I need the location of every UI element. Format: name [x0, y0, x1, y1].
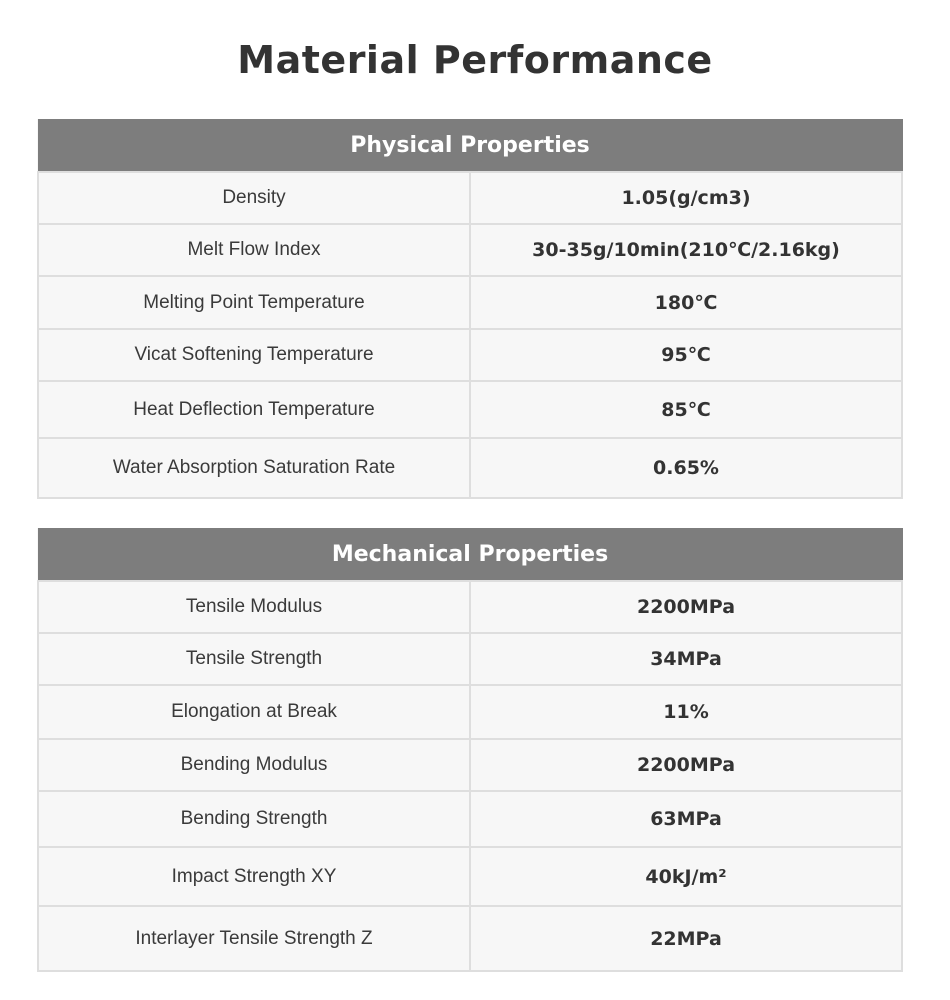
- property-value: 2200MPa: [470, 581, 902, 633]
- property-name: Interlayer Tensile Strength Z: [38, 906, 470, 971]
- page-title: Material Performance: [237, 38, 713, 82]
- property-value: 30-35g/10min(210℃/2.16kg): [470, 224, 902, 276]
- table-row: [38, 276, 902, 329]
- property-value: 0.65%: [470, 438, 902, 498]
- property-name: Bending Strength: [38, 791, 470, 847]
- property-name: Vicat Softening Temperature: [38, 329, 470, 381]
- mechanical-properties-header: Mechanical Properties: [38, 529, 902, 582]
- property-value: 85℃: [470, 381, 902, 438]
- table-header-row: [38, 529, 902, 582]
- property-name: Melting Point Temperature: [38, 276, 470, 329]
- property-name: Tensile Modulus: [38, 581, 470, 633]
- table-row: [38, 438, 902, 498]
- property-value: 22MPa: [470, 906, 902, 971]
- property-value: 34MPa: [470, 633, 902, 685]
- table-row: [38, 685, 902, 739]
- property-name: Tensile Strength: [38, 633, 470, 685]
- table-row: [38, 633, 902, 685]
- property-name: Water Absorption Saturation Rate: [38, 438, 470, 498]
- property-name: Bending Modulus: [38, 739, 470, 791]
- property-name: Impact Strength XY: [38, 847, 470, 906]
- table-row: [38, 381, 902, 438]
- table-row: [38, 581, 902, 633]
- table-row: [38, 224, 902, 276]
- table-row: [38, 906, 902, 971]
- property-value: 63MPa: [470, 791, 902, 847]
- property-value: 2200MPa: [470, 739, 902, 791]
- property-name: Density: [38, 172, 470, 224]
- property-name: Elongation at Break: [38, 685, 470, 739]
- mechanical-properties-table: [37, 528, 903, 972]
- table-row: [38, 172, 902, 224]
- table-row: [38, 739, 902, 791]
- physical-properties-table: [37, 119, 903, 499]
- physical-properties-header: Physical Properties: [38, 120, 902, 173]
- property-value: 1.05(g/cm3): [470, 172, 902, 224]
- property-value: 11%: [470, 685, 902, 739]
- table-header-row: [38, 120, 902, 173]
- table-row: [38, 329, 902, 381]
- property-value: 180℃: [470, 276, 902, 329]
- property-value: 95℃: [470, 329, 902, 381]
- table-row: [38, 791, 902, 847]
- property-name: Heat Deflection Temperature: [38, 381, 470, 438]
- table-row: [38, 847, 902, 906]
- property-name: Melt Flow Index: [38, 224, 470, 276]
- property-value: 40kJ/m²: [470, 847, 902, 906]
